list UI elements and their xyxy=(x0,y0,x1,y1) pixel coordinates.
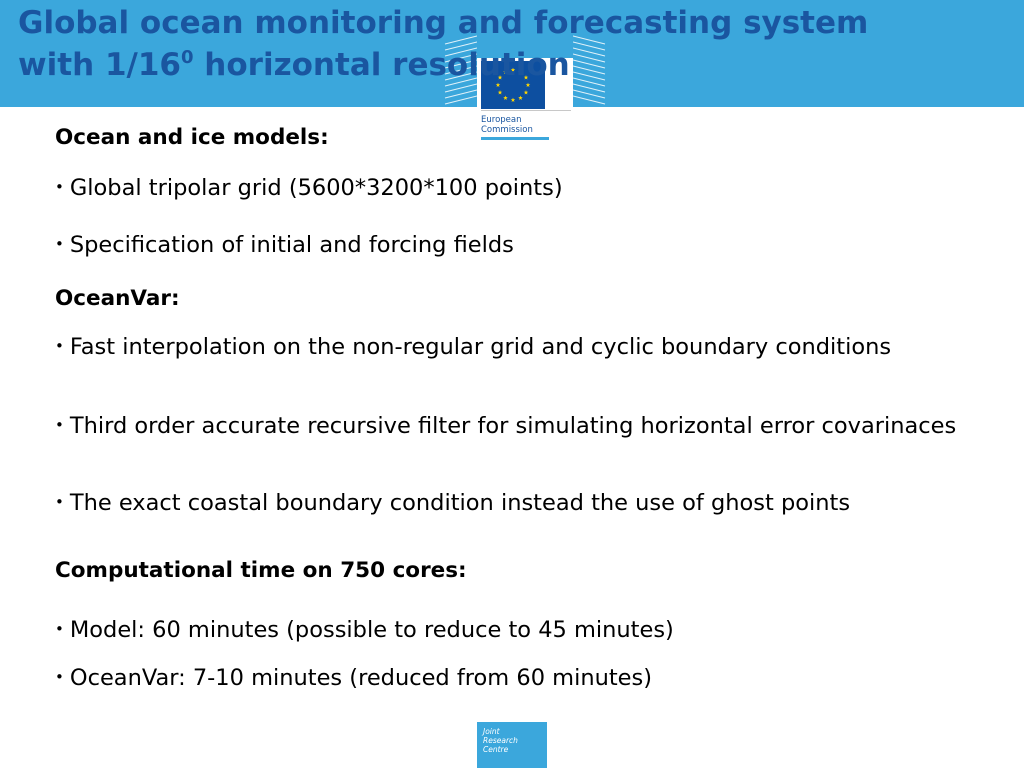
eu-star-icon xyxy=(524,90,529,94)
bullet-item xyxy=(55,614,985,645)
bullet-text: Fast interpolation on the non-regular grid and cyclic boundary conditions xyxy=(69,334,892,360)
bullet-item xyxy=(55,410,985,441)
bullet-text: Model: 60 minutes (possible to reduce to 45 minutes) xyxy=(69,617,674,643)
section-heading-models: Ocean and ice models: xyxy=(55,125,329,150)
bullet-glyph: • xyxy=(55,178,64,196)
bullet-text: OceanVar: 7-10 minutes (reduced from 60 minutes) xyxy=(69,665,653,691)
bullet-glyph: • xyxy=(55,337,64,355)
jrc-logo-line-2: Research xyxy=(483,736,518,745)
eu-star-icon xyxy=(518,96,523,100)
section-heading-computational-time: Computational time on 750 cores: xyxy=(55,558,467,583)
bullet-text: The exact coastal boundary condition instead the use of ghost points xyxy=(69,490,851,516)
bullet-item xyxy=(55,229,985,260)
bullet-text: Global tripolar grid (5600*3200*100 points) xyxy=(69,175,563,201)
bullet-glyph: • xyxy=(55,416,64,434)
bullet-item xyxy=(55,662,985,693)
bullet-item xyxy=(55,487,985,518)
ec-logo-text xyxy=(481,110,571,135)
bullet-glyph: • xyxy=(55,668,64,686)
eu-star-icon xyxy=(503,96,508,100)
eu-star-icon xyxy=(498,90,503,94)
title-line-2-suffix: horizontal resolution xyxy=(193,47,570,83)
bullet-glyph: • xyxy=(55,235,64,253)
section-heading-oceanvar: OceanVar: xyxy=(55,286,180,311)
ec-logo-bar xyxy=(481,137,549,140)
slide-title xyxy=(18,2,1018,86)
title-superscript: 0 xyxy=(180,47,194,68)
ec-logo-line-2: Commission xyxy=(481,125,533,135)
jrc-logo xyxy=(477,722,547,768)
jrc-logo-line-1: Joint xyxy=(483,727,500,736)
jrc-logo-line-3: Centre xyxy=(483,745,509,754)
ec-logo-line-1: European xyxy=(481,115,522,125)
bullet-item xyxy=(55,172,985,203)
title-line-1: Global ocean monitoring and forecasting system xyxy=(18,5,869,41)
bullet-text: Third order accurate recursive filter for simulating horizontal error covarinaces xyxy=(69,413,957,439)
bullet-glyph: • xyxy=(55,493,64,511)
jrc-logo-text xyxy=(483,727,518,754)
eu-star-icon xyxy=(511,98,516,102)
bullet-item xyxy=(55,331,985,362)
title-line-2-prefix: with 1/16 xyxy=(18,47,181,83)
bullet-text: Specification of initial and forcing fields xyxy=(69,232,514,258)
bullet-glyph: • xyxy=(55,620,64,638)
